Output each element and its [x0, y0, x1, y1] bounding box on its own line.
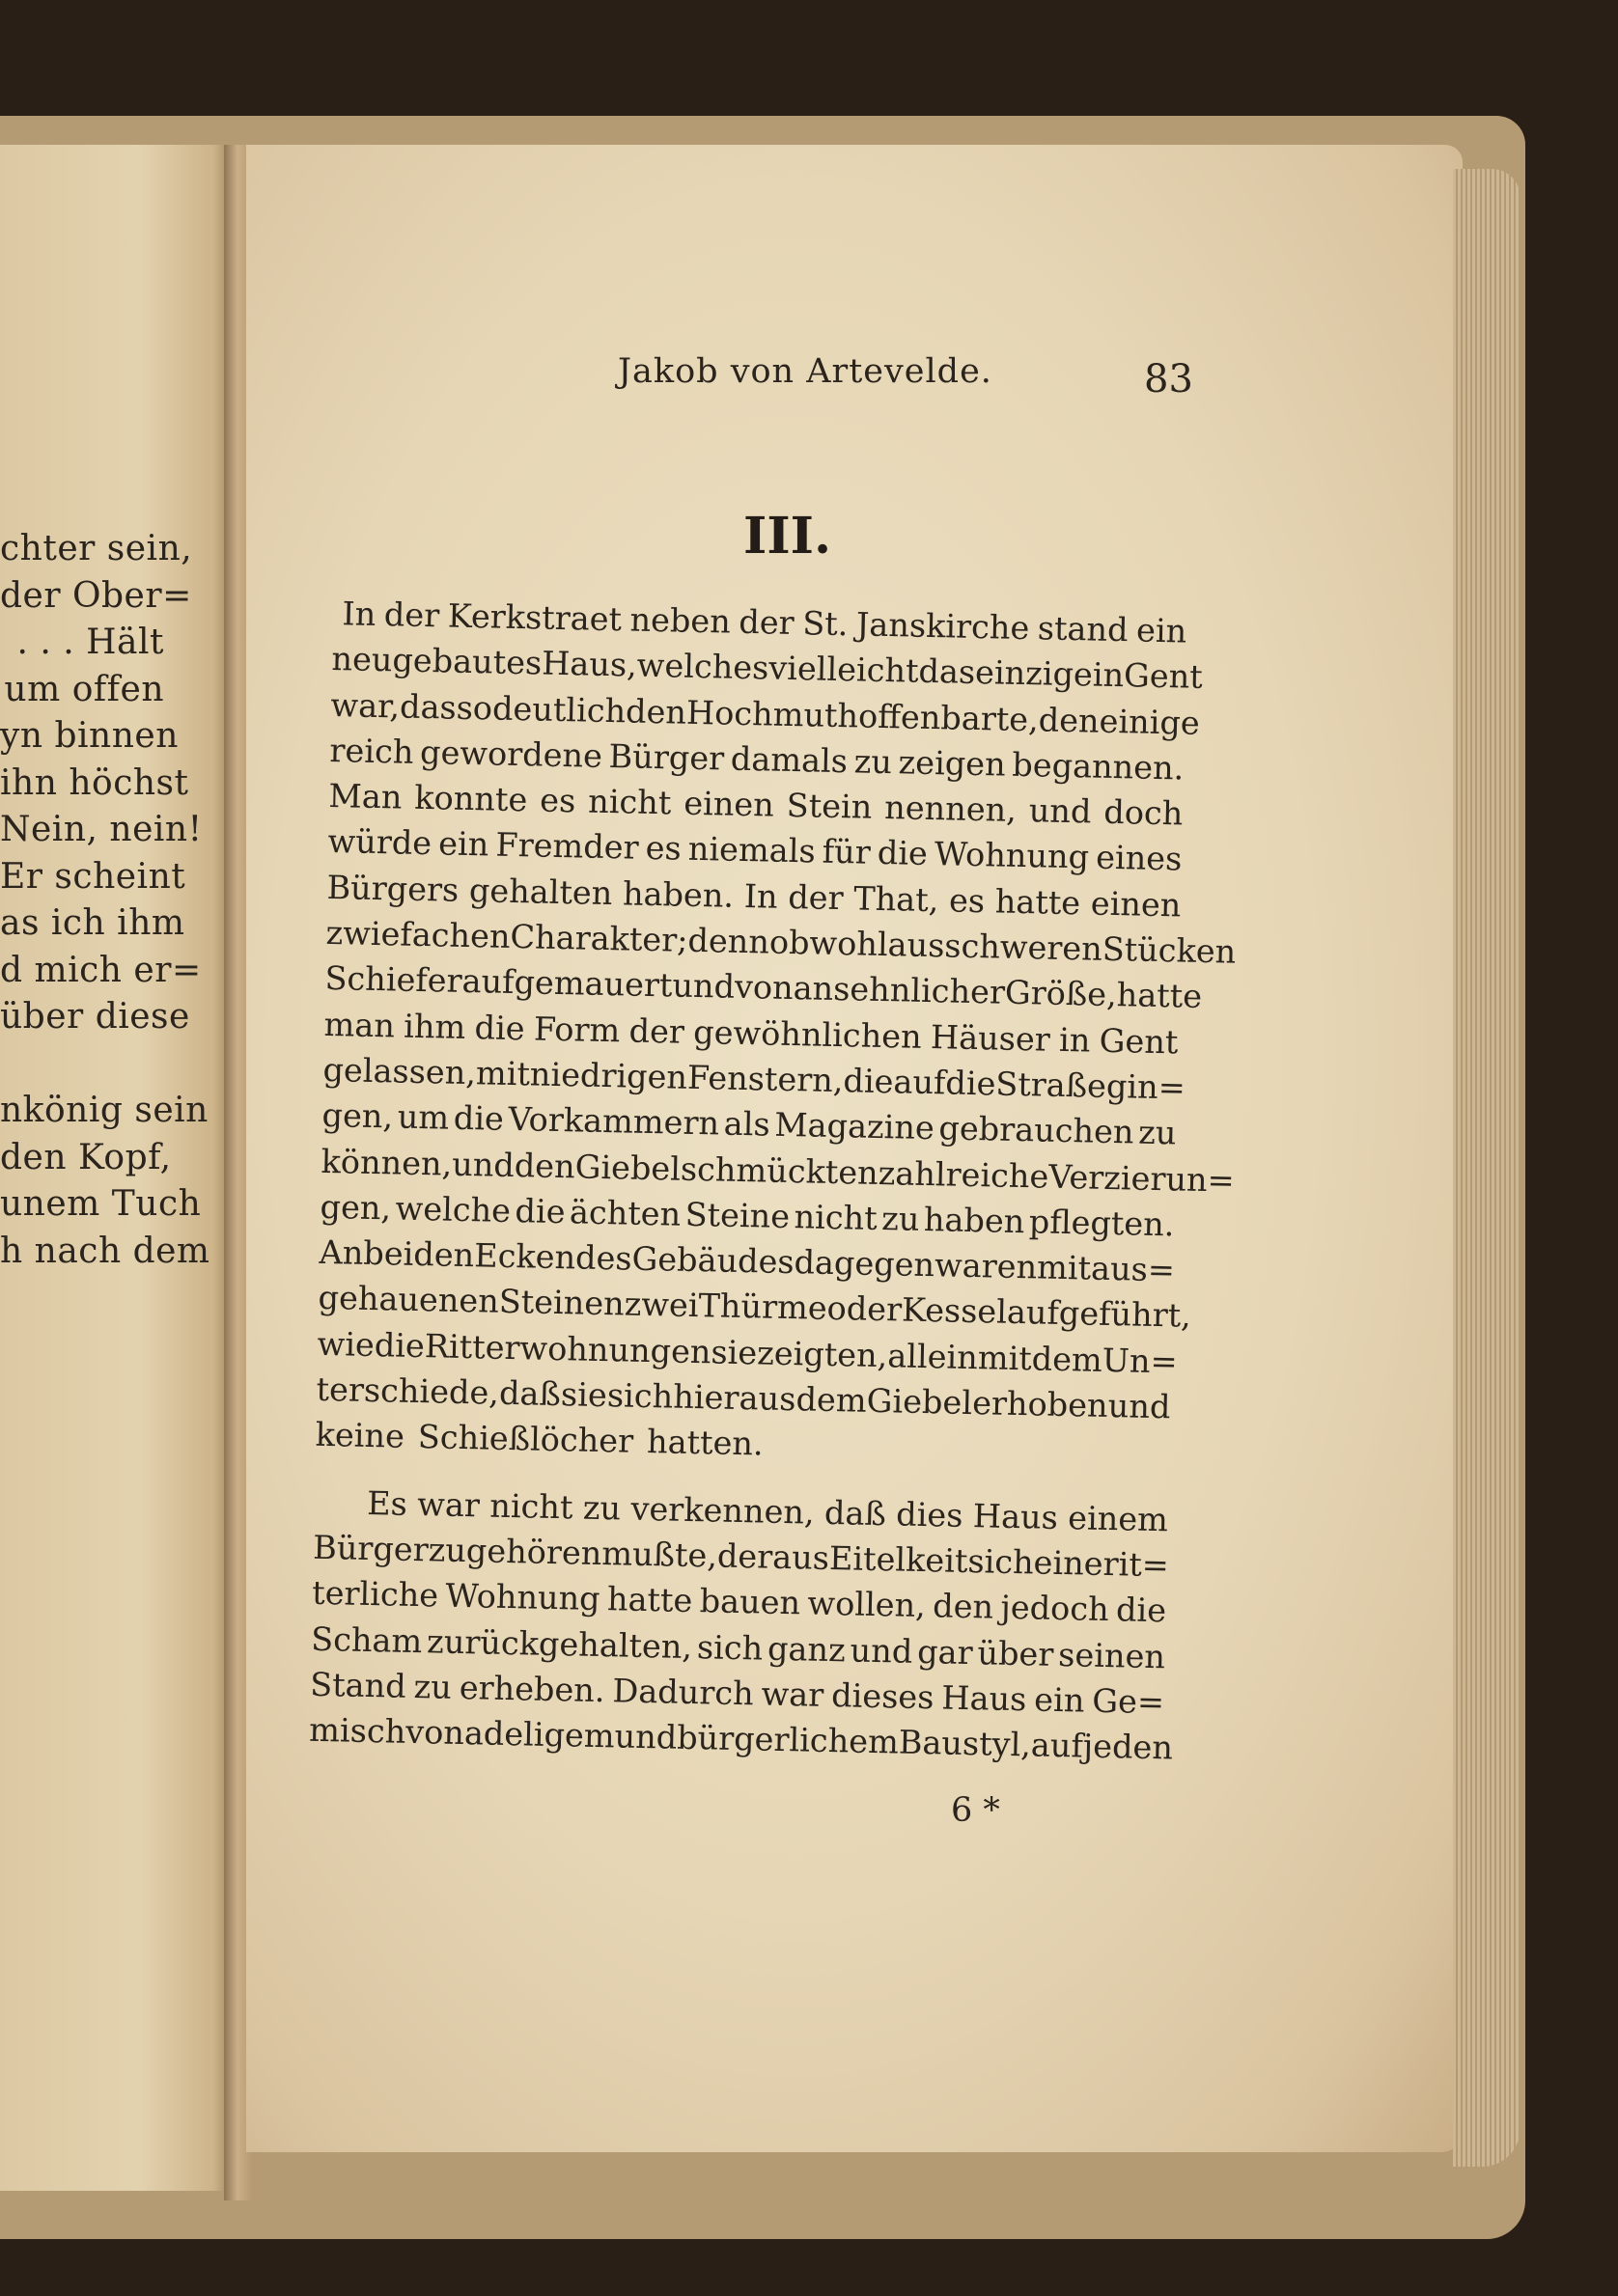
text-line: gelassen, mit niedrigen Fenstern, die auf die Straße gin=	[322, 1050, 1186, 1107]
left-page	[0, 145, 232, 2191]
left-page-text	[0, 526, 210, 1275]
left-line: der Ober=	[0, 575, 192, 616]
chapter-number: III.	[743, 507, 832, 566]
text-line: neugebautes Haus, welches vielleicht das einzige in Gent	[331, 640, 1204, 697]
body-text	[308, 591, 1237, 1771]
text-line: Bürger zugehören mußte, der aus Eitelkeit sich eine rit=	[312, 1528, 1170, 1585]
text-line: wie die Ritterwohnungen sie zeigten, allein mit dem Un=	[317, 1324, 1179, 1381]
text-line: war, das so deutlich den Hochmuth offenbarte, den einige	[330, 685, 1201, 742]
text-line: gen, welche die ächten Steine nicht zu haben pflegten.	[320, 1187, 1175, 1244]
left-line: yn binnen	[0, 716, 179, 756]
text-line: gehauenen Steinen zwei Thürme oder Kessel aufgeführt,	[318, 1279, 1192, 1336]
left-line: d mich er=	[0, 950, 202, 990]
left-line: über diese	[0, 997, 190, 1037]
left-line: . . . Hält	[16, 622, 164, 662]
text-line: Scham zurückgehalten, sich ganz und gar über seinen	[310, 1619, 1166, 1675]
text-line: Schiefer aufgemauert und von ansehnlicher Größe, hatte	[324, 959, 1203, 1016]
text-line: Bürgers gehalten haben. In der That, es hatte einen	[326, 868, 1182, 925]
left-line: nkönig sein	[0, 1091, 209, 1130]
text-line: terliche Wohnung hatte bauen wollen, den jedoch die	[311, 1574, 1167, 1630]
text-line: misch von adeligem und bürgerlichem Baustyl, auf jeden	[308, 1710, 1174, 1767]
left-line	[0, 1041, 164, 1089]
left-line: um offen	[4, 669, 164, 709]
text-line: können, und den Giebel schmückten zahlreiche Verzierun=	[321, 1142, 1236, 1200]
text-line: Man konnte es nicht einen Stein nennen, und doch	[328, 777, 1184, 833]
text-line: In der Kerkstraet neben der St. Janskirche stand ein	[342, 595, 1187, 650]
left-line: as ich ihm	[0, 903, 185, 943]
left-line: unem Tuch	[0, 1184, 202, 1224]
running-head: Jakob von Artevelde.	[618, 352, 992, 391]
text-line: man ihm die Form der gewöhnlichen Häuser in Gent	[323, 1005, 1179, 1062]
text-line: gen, um die Vorkammern als Magazine gebrauchen zu	[321, 1096, 1177, 1152]
page-number: 83	[1144, 357, 1193, 401]
left-line: h nach dem	[0, 1231, 210, 1271]
left-line: Er scheint	[0, 856, 186, 897]
text-line: reich gewordene Bürger damals zu zeigen begannen.	[329, 731, 1185, 788]
page-edges	[1453, 169, 1520, 2167]
left-line: Nein, nein!	[0, 810, 203, 849]
paragraph	[315, 591, 1237, 1476]
text-line: terschiede, daß sie sich hier aus dem Giebel erhoben und	[316, 1369, 1171, 1426]
signature-mark: 6 *	[951, 1791, 1000, 1830]
text-line: Stand zu erheben. Dadurch war dieses Haus ein Ge=	[309, 1665, 1165, 1722]
text-line: An beiden Ecken des Gebäudes dagegen waren mit aus=	[319, 1233, 1176, 1289]
text-line: würde ein Fremder es niemals für die Wohnung eines	[327, 822, 1183, 878]
text-line: keine Schießlöcher hatten.	[315, 1416, 765, 1463]
left-line: chter sein,	[0, 529, 193, 568]
paragraph	[308, 1479, 1174, 1770]
left-line: den Kopf,	[0, 1137, 172, 1177]
left-line: ihn höchst	[0, 762, 189, 803]
text-line: zwiefachen Charakter; denn obwohl aus schweren Stücken	[325, 914, 1237, 971]
text-line: Es war nicht zu verkennen, daß dies Haus einem	[366, 1483, 1169, 1538]
